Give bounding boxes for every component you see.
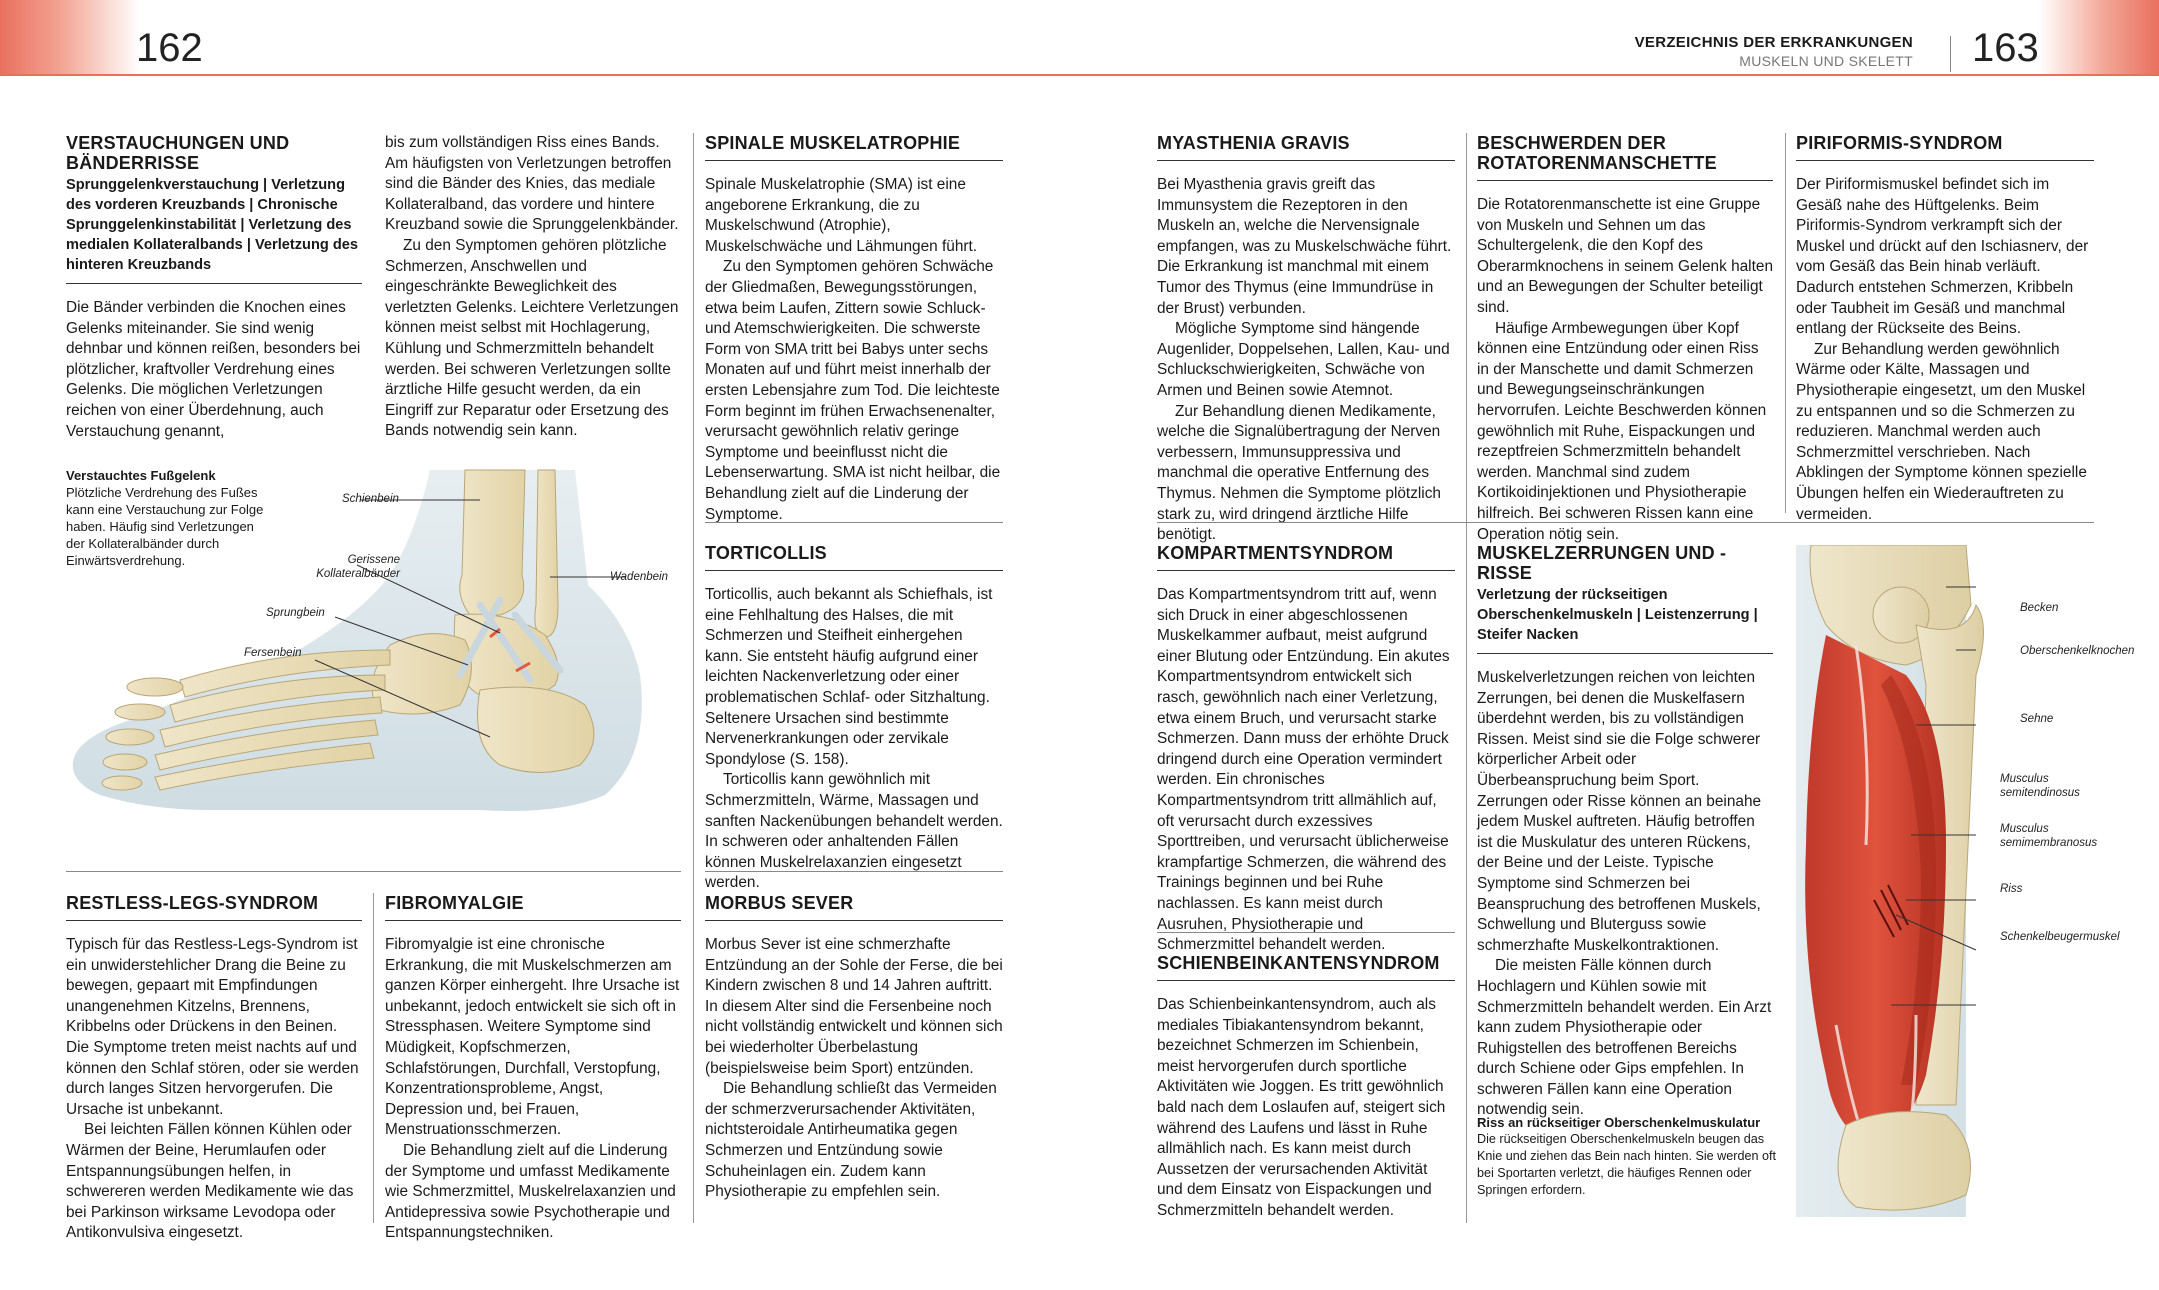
label-schienbein: Schienbein — [342, 493, 399, 505]
calcaneus-bone — [478, 687, 594, 772]
divider — [1157, 932, 1455, 933]
label-semimembranosus: Musculus semimembranosus — [2000, 823, 2098, 849]
section-restless-legs — [66, 893, 362, 1244]
fibula-bone — [535, 470, 558, 637]
column-divider — [1466, 133, 1467, 1223]
paragraph: Morbus Sever ist eine schmerzhafte Entzündung an der Sohle der Ferse, die bei Kindern zwischen 8 und 14 Jahren auftritt. In diesem Alter sind die Fersenbeine noch nicht vollständig entwickelt und können sich bei wiederholter Überbelastung (beispielsweise beim Sport) entzünden. — [705, 936, 1003, 1077]
paragraph: Zu den Symptomen gehören Schwäche der Gliedmaßen, Bewegungsstörungen, etwa beim Laufen, Zittern sowie Schluck- und Atemschwierigkeiten. Die schwerste Form von SMA tritt bei Babys unter sechs Monaten auf und führt meist innerhalb der ersten Lebensjahre zum Tod. Die leichteste Form beginnt im frühen Erwachsenenalter, verursacht gewöhnlich relativ geringe Symptome und beeinflusst nicht die Lebenserwartung. SMA ist nicht heilbar, die Behandlung zielt auf die Linderung der Symptome. — [705, 258, 1001, 523]
section-subtitle: Verletzung der rückseitigen Oberschenkelmuskeln | Leistenzerrung | Steifer Nacken — [1477, 585, 1773, 654]
paragraph: Der Piriformismuskel befindet sich im Gesäß nahe des Hüftgelenks. Beim Piriformis-Syndrom verkrampft sich der Muskel und drückt auf den Ischiasnerv, der vom Gesäß das Bein hinab verläuft. Dadurch entstehen Schmerzen, Kribbeln oder Taubheit im Gesäß und manchmal entlang der Rückseite des Beins. — [1796, 176, 2089, 338]
left-page-number: 162 — [136, 26, 203, 70]
section-piriformis — [1796, 133, 2094, 525]
section-schienbeinkantensyndrom — [1157, 953, 1455, 1222]
label-baender: Gerissene Kollateralbänder — [316, 554, 400, 580]
column-divider — [693, 133, 694, 1223]
divider — [1157, 522, 2094, 523]
paragraph: Die Behandlung zielt auf die Linderung der Symptome und umfasst Medikamente wie Schmerzmittel, Muskelrelaxanzien und Antidepressiva sowie Psychotherapie und Entspannungstechniken. — [385, 1141, 676, 1242]
label-schenkelbeuger: Schenkelbeugermuskel — [2000, 931, 2120, 943]
paragraph: Zu den Symptomen gehören plötzliche Schmerzen, Anschwellen und eingeschränkte Beweglichkeit des verletzten Gelenks. Leichtere Verletzungen können meist selbst mit Hochlagerung, Kühlung und Schmerzmitteln behandelt werden. Bei schweren Verletzungen sollte ärztliche Hilfe gesucht werden, da ein Eingriff zur Reparatur oder Ersetzung des Bands notwendig sein kann. — [385, 236, 679, 440]
verstauchungen-continued — [385, 133, 681, 442]
right-page-number: 163 — [1972, 26, 2039, 70]
section-title: VERSTAUCHUNGEN UND BÄNDERRISSE — [66, 133, 290, 173]
label-fersenbein: Fersenbein — [244, 647, 302, 659]
label-semitendinosus: Musculus semitendinosus — [2000, 773, 2080, 799]
caption-title: Verstauchtes Fußgelenk — [66, 468, 216, 483]
paragraph: Mögliche Symptome sind hängende Augenlider, Doppelsehen, Lallen, Kau- und Schluckschwierigkeiten, Schwäche von Armen und Beinen sowie Atemnot. — [1157, 320, 1450, 399]
section-torticollis — [705, 543, 1003, 894]
section-title: RESTLESS-LEGS-SYNDROM — [66, 893, 362, 921]
paragraph: Die meisten Fälle können durch Hochlagern und Kühlen sowie mit Schmerzmitteln behandelt werden. Ein Arzt kann zudem Physiotherapie oder Ruhigstellen des betroffenen Bereichs durch Schiene oder Gips empfehlen. In schweren Fällen kann eine Operation notwendig sein. — [1477, 957, 1772, 1119]
section-title: MUSKELZERRUNGEN UND -RISSE — [1477, 543, 1727, 583]
section-title: PIRIFORMIS-SYNDROM — [1796, 133, 2094, 161]
section-rotatorenmanschette — [1477, 133, 1773, 545]
paragraph: Die Rotatorenmanschette ist eine Gruppe von Muskeln und Sehnen um das Schultergelenk, die den Kopf des Oberarmknochens in seinem Gelenk halten und an Bewegungen der Schulter beteiligt sind. — [1477, 196, 1773, 316]
chapter-title: VERZEICHNIS DER ERKRANKUNGEN — [1634, 34, 1913, 51]
label-sprungbein: Sprungbein — [266, 607, 325, 619]
paragraph: Die Behandlung schließt das Vermeiden der schmerzverursachender Aktivitäten, nichtsteroidale Antirheumatika gegen Schmerzen und Entzündung sowie Schuheinlagen ein. Zudem kann Physiotherapie zu empfehlen sein. — [705, 1080, 997, 1201]
section-title: TORTICOLLIS — [705, 543, 1003, 571]
paragraph: Typisch für das Restless-Legs-Syndrom ist ein unwiderstehlicher Drang die Beine zu bewegen, gepaart mit Empfindungen unangenehmen Kitzelns, Brennens, Kribbelns oder Drückens in den Beinen. Die Symptome treten meist nachts auf und können den Schlaf stören, oder sie werden durch langes Sitzen hervorgerufen. Die Ursache ist unbekannt. — [66, 936, 359, 1118]
right-color-band — [2039, 0, 2159, 76]
paragraph: Muskelverletzungen reichen von leichten Zerrungen, bei denen die Muskelfasern überdehnt werden, bis zu vollständigen Rissen. Meist sind sie die Folge schwerer körperlicher Arbeit oder Überbeanspruchung beim Sport. Zerrungen oder Risse können an beinahe jedem Muskel auftreten. Häufig betroffen ist die Muskulatur des unteren Rückens, der Beine und der Leiste. Typische Symptome sind Schmerzen bei Beanspruchung des betroffenen Muskels, Schwellung und Bluterguss sowie schmerzhafte Muskelkontraktionen. — [1477, 669, 1762, 954]
section-title: BESCHWERDEN DER ROTATORENMANSCHETTE — [1477, 133, 1773, 181]
label-oberschenkel: Oberschenkelknochen — [2020, 645, 2135, 657]
paragraph: Bei Myasthenia gravis greift das Immunsystem die Rezeptoren in den Muskeln an, welche die Nervensignale empfangen, was zu Muskelschwäche führt. Die Erkrankung ist manchmal mit einem Tumor des Thymus (eine Immundrüse in der Brust) verbunden. — [1157, 176, 1452, 317]
header-separator — [1950, 36, 1951, 72]
tibia-bone — [460, 470, 525, 615]
paragraph: Das Kompartmentsyndrom tritt auf, wenn sich Druck in einer abgeschlossenen Muskelkammer aufbaut, meist aufgrund einer Blutung oder Entzündung. Ein akutes Kompartmentsyndrom entwickelt sich rasch, gewöhnlich nach einer Verletzung, etwa einem Bruch, und verursacht starke Schmerzen. Dann muss der erhöhte Druck dringend durch eine Operation vermindert werden. Ein chronisches Kompartmentsyndrom tritt allmählich auf, oft verursacht durch exzessives Sporttreiben, und verursacht üblicherweise krampfartige Schmerzen, die während des Trainings beginnen und bei Ruhe nachlassen. Es kann meist durch Ausruhen, Physiotherapie und Schmerzmittel behandelt werden. — [1157, 586, 1450, 954]
paragraph: Torticollis, auch bekannt als Schiefhals, ist eine Fehlhaltung des Halses, die mit Schmerzen und Steifheit einhergehen kann. Sie entsteht häufig aufgrund einer leichten Nackenverletzung oder einer problematischen Schlaf- oder Sitzhaltung. Seltenere Ursachen sind bestimmte Nervenerkrankungen oder zervikale Spondylose (S. 158). — [705, 586, 993, 768]
paragraph: Bei leichten Fällen können Kühlen oder Wärmen der Beine, Herumlaufen oder Entspannungsübungen helfen, in schwereren werden Medikamente wie das bei Parkinson wirksame Levodopa oder Antikonvulsiva eingesetzt. — [66, 1121, 354, 1242]
ankle-illustration — [60, 465, 690, 845]
section-title: FIBROMYALGIE — [385, 893, 681, 921]
section-sma — [705, 133, 1003, 525]
caption-text: Plötzliche Verdrehung des Fußes kann eine Verstauchung zur Folge haben. Häufig sind Verletzungen der Kollateralbänder durch Einwärtsverdrehung. — [66, 485, 264, 568]
paragraph: Torticollis kann gewöhnlich mit Schmerzmitteln, Wärme, Massagen und sanften Nackenübungen behandelt werden. In schweren oder anhaltenden Fällen können Muskelrelaxanzien eingesetzt werden. — [705, 771, 1003, 892]
paragraph: Spinale Muskelatrophie (SMA) ist eine angeborene Erkrankung, die zu Muskelschwund (Atrophie), Muskelschwäche und Lähmungen führt. — [705, 176, 978, 255]
paragraph: Häufige Armbewegungen über Kopf können eine Entzündung oder einen Riss in der Manschette und damit Schmerzen und Bewegungseinschränkungen hervorrufen. Leichte Beschwerden können gewöhnlich mit Ruhe, Eispackungen und rezeptfreien Schmerzmitteln behandelt werden. Manchmal sind zudem Kortikoidinjektionen und Physiotherapie hilfreich. Bei schweren Rissen kann eine Operation nötig sein. — [1477, 319, 1767, 543]
section-kompartmentsyndrom — [1157, 543, 1455, 956]
section-title: MYASTHENIA GRAVIS — [1157, 133, 1455, 161]
column-divider — [1785, 133, 1786, 513]
section-myasthenia — [1157, 133, 1455, 546]
paragraph: Die Bänder verbinden die Knochen eines Gelenks miteinander. Sie sind wenig dehnbar und können reißen, besonders bei plötzlicher, kraftvoller Verdrehung eines Gelenks. Die möglichen Verletzungen reichen von einer Überdehnung, auch Verstauchung genannt, — [66, 299, 361, 440]
section-verstauchungen — [66, 133, 362, 442]
paragraph: Fibromyalgie ist eine chronische Erkrankung, die mit Muskelschmerzen am ganzen Körper einhergeht. Ihre Ursache ist unbekannt, jedoch entwickelt sie sich oft in Stressphasen. Weitere Symptome sind Müdigkeit, Kopfschmerzen, Schlafstörungen, Durchfall, Verstopfung, Konzentrationsprobleme, Angst, Depression und, bei Frauen, Menstruationsschmerzen. — [385, 936, 680, 1139]
knee-bones — [1838, 1112, 1971, 1210]
paragraph: Zur Behandlung werden gewöhnlich Wärme oder Kälte, Massagen und Physiotherapie eingesetzt, um den Muskel zu entspannen und so die Schmerzen zu reduzieren. Manchmal werden auch Schmerzmittel verschrieben. Nach Abklingen der Symptome können spezielle Übungen helfen ein Wiederauftreten zu vermeiden. — [1796, 340, 2087, 523]
divider — [66, 871, 681, 872]
section-fibromyalgie — [385, 893, 681, 1244]
label-becken: Becken — [2020, 602, 2059, 614]
section-title: SCHIENBEINKANTENSYNDROM — [1157, 953, 1455, 981]
header-rule — [0, 74, 2159, 76]
divider — [705, 871, 1003, 872]
caption-title: Riss an rückseitiger Oberschenkelmuskulatur — [1477, 1115, 1761, 1130]
subchapter-title: MUSKELN UND SKELETT — [1739, 53, 1913, 69]
section-title: KOMPARTMENTSYNDROM — [1157, 543, 1455, 571]
section-subtitle: Sprunggelenkverstauchung | Verletzung des vorderen Kreuzbands | Chronische Sprunggelenkinstabilität | Verletzung des medialen Kollateralbands | Verletzung des hinteren Kreuzbands — [66, 175, 362, 284]
section-morbus-sever — [705, 893, 1003, 1203]
left-color-band — [0, 0, 140, 76]
column-divider — [373, 893, 374, 1223]
label-riss: Riss — [2000, 883, 2023, 895]
divider — [705, 522, 1003, 523]
label-sehne: Sehne — [2020, 713, 2054, 725]
thigh-caption — [1477, 1114, 1777, 1199]
section-title: SPINALE MUSKELATROPHIE — [705, 133, 1003, 161]
label-wadenbein: Wadenbein — [610, 571, 668, 583]
section-muskelzerrungen — [1477, 543, 1773, 1121]
paragraph: bis zum vollständigen Riss eines Bands. Am häufigsten von Verletzungen betroffen sind die Bänder des Knies, das mediale Kollateralband, das vordere und hintere Kreuzband sowie die Sprunggelenkbänder. — [385, 134, 679, 234]
paragraph: Das Schienbeinkantensyndrom, auch als mediales Tibiakantensyndrom bekannt, bezeichnet Schmerzen im Schienbein, meist hervorgerufen durch sportliche Aktivitäten wie Joggen. Es tritt gewöhnlich bald nach dem Loslaufen auf, steigert sich während des Laufens und lässt in Ruhe allmählich nach. Es kann meist durch Aussetzen der verursachenden Aktivität und dem Einsatz von Eispackungen und Schmerzmitteln behandelt werden. — [1157, 996, 1446, 1219]
section-title: MORBUS SEVER — [705, 893, 1003, 921]
caption-text: Die rückseitigen Oberschenkelmuskeln beugen das Knie und ziehen das Bein nach hinten. Sie werden oft bei Sportarten verletzt, die häufiges Rennen oder Springen erfordern. — [1477, 1132, 1776, 1197]
paragraph: Zur Behandlung dienen Medikamente, welche die Signalübertragung der Nerven verbessern, Immunsuppressiva und manchmal die operative Entfernung des Thymus. Nehmen die Symptome plötzlich stark zu, wird dringend ärztliche Hilfe benötigt. — [1157, 402, 1441, 544]
